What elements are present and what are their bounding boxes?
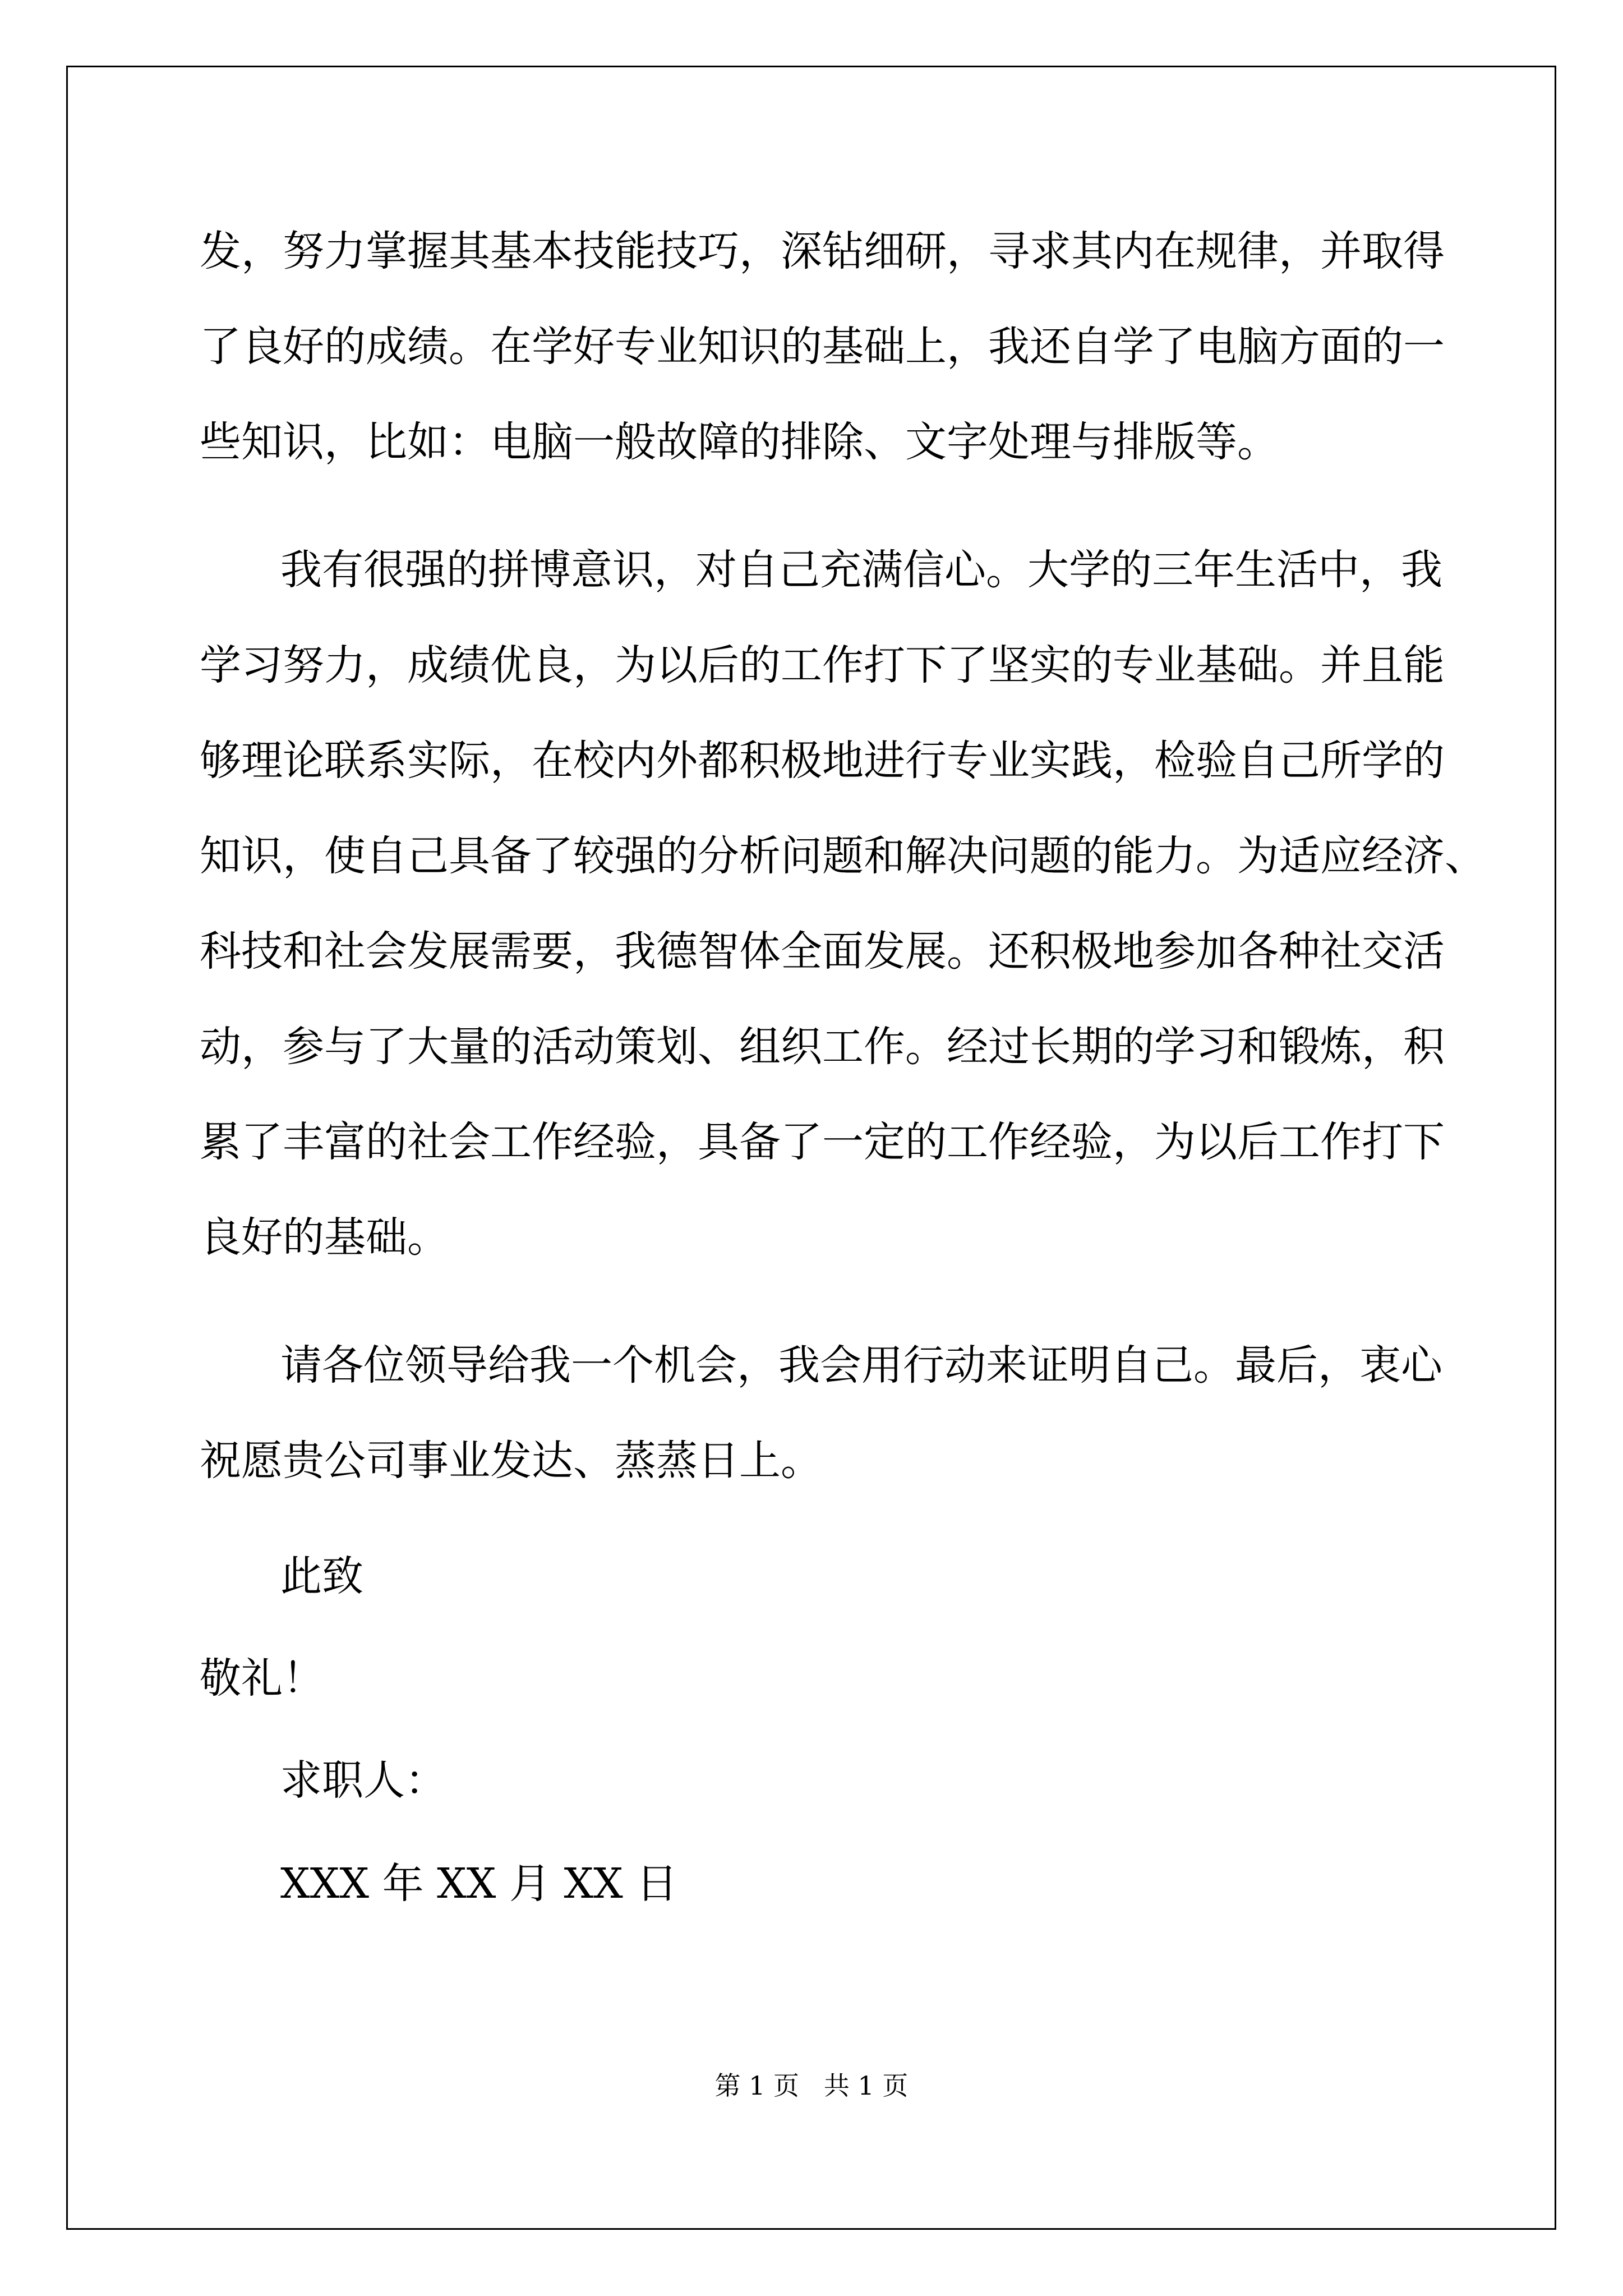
body-line: 请各位领导给我一个机会，我会用行动来证明自己。最后，衷心 [280, 1341, 1442, 1389]
body-line: 良好的基础。 [200, 1213, 449, 1262]
body-line: 学习努力，成绩优良，为以后的工作打下了坚实的专业基础。并且能 [200, 641, 1445, 689]
body-line: 知识，使自己具备了较强的分析问题和解决问题的能力。为适应经济、 [200, 832, 1486, 880]
body-line: 祝愿贵公司事业发达、蒸蒸日上。 [200, 1437, 822, 1485]
body-line: 些知识，比如：电脑一般故障的排除、文字处理与排版等。 [200, 418, 1279, 466]
body-line: 动，参与了大量的活动策划、组织工作。经过长期的学习和锻炼，积 [200, 1023, 1445, 1071]
body-line: 科技和社会发展需要，我德智体全面发展。还积极地参加各种社交活 [200, 927, 1445, 976]
salutation-line: 此致 [280, 1552, 363, 1600]
body-line: 发，努力掌握其基本技能技巧，深钻细研，寻求其内在规律，并取得 [200, 227, 1445, 275]
closing-line: 敬礼！ [200, 1654, 324, 1703]
body-line: 我有很强的拼博意识，对自己充满信心。大学的三年生活中，我 [280, 546, 1442, 594]
signature-line: 求职人： [280, 1756, 446, 1805]
body-line: 累了丰富的社会工作经验，具备了一定的工作经验，为以后工作打下 [200, 1118, 1445, 1166]
date-line: XXX 年 XX 月 XX 日 [280, 1860, 678, 1908]
body-line: 了良好的成绩。在学好专业知识的基础上，我还自学了电脑方面的一 [200, 323, 1445, 371]
page-footer: 第 1 页 共 1 页 [714, 2070, 909, 2101]
body-line: 够理论联系实际，在校内外都积极地进行专业实践，检验自己所学的 [200, 737, 1445, 785]
